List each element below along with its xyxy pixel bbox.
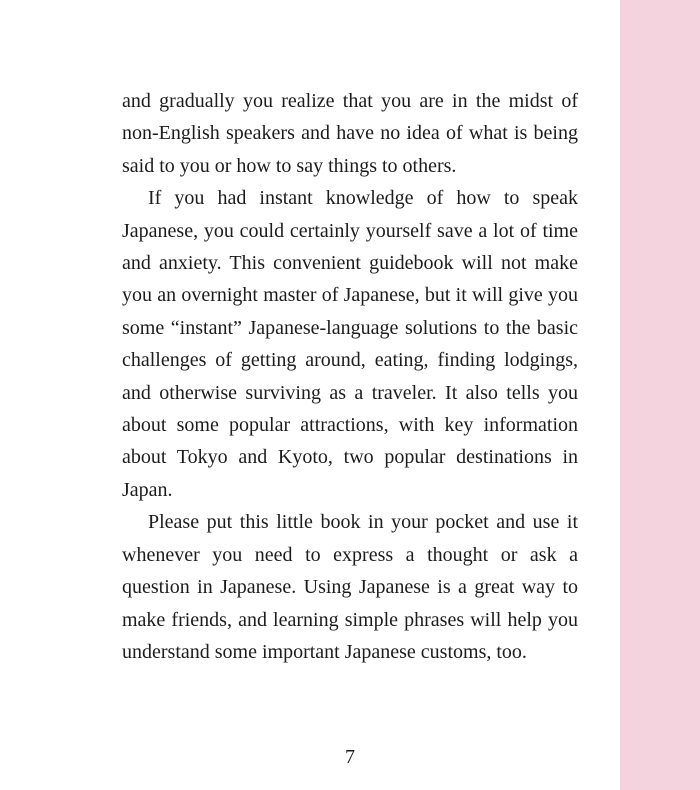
- page-number: 7: [345, 746, 355, 768]
- body-text: [122, 85, 578, 668]
- paragraph-instant-knowledge: If you had instant knowledge of how to speak Japanese, you could certainly yourself save a lot of time and anxiety. This convenient guidebook will not make you an overnight master of Japanese, but it will give you some “instant” Japanese-language solutions to the basic challenges of getting around, eating, finding lodgings, and otherwise surviving as a traveler. It also tells you about some popular attractions, with key information about Tokyo and Kyoto, two popular destinations in Japan.: [122, 187, 578, 501]
- paragraph-continued: and gradually you realize that you are in the midst of non-English speakers and have no idea of what is being said to you or how to say things to others.: [122, 90, 578, 177]
- paragraph-pocket-book: Please put this little book in your pocket and use it whenever you need to express a thought or ask a question in Japanese. Using Japanese is a great way to make friends, and learning simple phrases will help you understand some important Japanese customs, too.: [122, 511, 578, 663]
- pink-side-band: [620, 0, 700, 790]
